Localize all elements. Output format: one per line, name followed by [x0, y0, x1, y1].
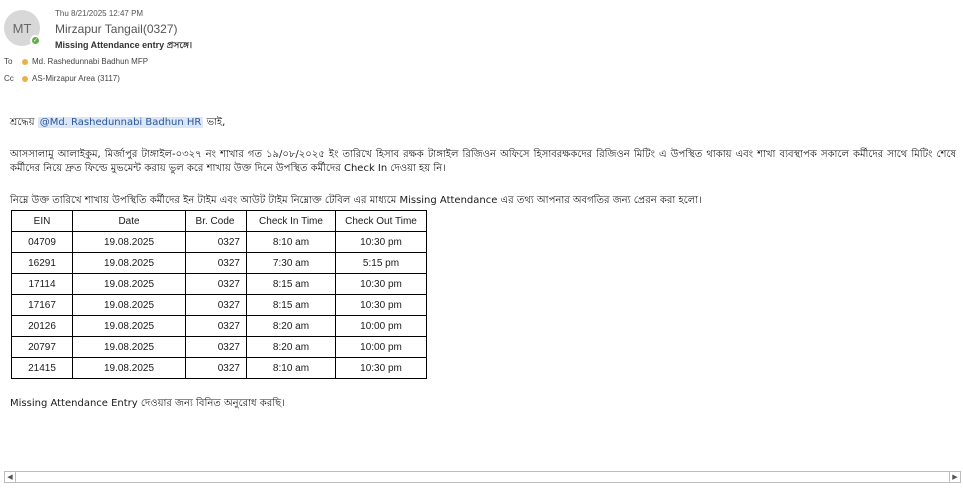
greeting	[10, 116, 958, 130]
to-recipient[interactable]: Md. Rashedunnabi Badhun MFP	[32, 57, 149, 66]
avatar[interactable]: MT	[4, 10, 40, 46]
table-row	[12, 253, 427, 274]
attendance-table	[11, 210, 427, 379]
cell-date: 19.08.2025	[73, 253, 186, 274]
closing-line: Missing Attendance Entry দেওয়ার জন্য বিনিত অনুরোধ করছি।	[10, 398, 285, 409]
cell-ein: 04709	[12, 232, 73, 253]
table-row	[12, 295, 427, 316]
table-row	[12, 358, 427, 379]
mention-link[interactable]: @Md. Rashedunnabi Badhun HR	[39, 117, 202, 128]
cell-check-out: 10:30 pm	[336, 295, 427, 316]
header-check-out: Check Out Time	[336, 211, 427, 232]
presence-check-icon: ✓	[30, 35, 41, 46]
email-header	[0, 0, 963, 96]
cc-label: Cc	[4, 74, 14, 83]
cell-check-in: 7:30 am	[247, 253, 336, 274]
email-body	[10, 116, 958, 206]
cell-check-out: 10:30 pm	[336, 358, 427, 379]
greeting-suffix: ভাই,	[206, 117, 226, 128]
table-row	[12, 316, 427, 337]
paragraph-1: আসসালামু আলাইকুম, মির্জাপুর টাঙ্গাইল-০৩২৭ নং শাখার গত ১৯/০৮/২০২৫ ইং তারিখে হিসাব রক্ষক টাঙ্গাইল রিজিওন অফিসে হিসাবরক্ষকদের রিজিওন মিটিং এ উপস্থিত থাকায় এবং শাখা ব্যবস্থাপক সকালে কর্মীদের সাথে মিটিং শেষে কর্মীদের নিয়ে দ্রুত ফিল্ডে মুভমেন্ট করায় ভুল করে শাখায় উক্ত দিনে উপস্থিত কর্মীদের Check In দেওয়া হয় নি।	[10, 149, 956, 174]
cell-br-code: 0327	[186, 337, 247, 358]
contact-dot-icon	[22, 59, 28, 65]
to-row	[4, 57, 148, 66]
paragraph-2: নিম্নে উক্ত তারিখে শাখায় উপস্থিতি কর্মীদের ইন টাইম এবং আউট টাইম নিম্নোক্ত টেবিল এর মাধ্যমে Missing Attendance এর তথ্য আপনার অবগতির জন্য প্রেরন করা হলো।	[10, 195, 702, 206]
cell-check-in: 8:20 am	[247, 337, 336, 358]
cell-ein: 17167	[12, 295, 73, 316]
chevron-left-icon[interactable]: ◀	[5, 472, 16, 482]
cell-br-code: 0327	[186, 358, 247, 379]
cell-br-code: 0327	[186, 295, 247, 316]
cell-check-out: 10:30 pm	[336, 274, 427, 295]
sender-name[interactable]: Mirzapur Tangail(0327)	[55, 22, 178, 36]
cell-check-out: 10:00 pm	[336, 316, 427, 337]
cell-date: 19.08.2025	[73, 337, 186, 358]
chevron-right-icon[interactable]: ▶	[949, 472, 960, 482]
header-br-code: Br. Code	[186, 211, 247, 232]
cell-check-in: 8:10 am	[247, 232, 336, 253]
cell-ein: 17114	[12, 274, 73, 295]
cell-date: 19.08.2025	[73, 295, 186, 316]
cell-check-out: 10:30 pm	[336, 232, 427, 253]
cell-check-out: 5:15 pm	[336, 253, 427, 274]
to-label: To	[4, 57, 13, 66]
table-row	[12, 274, 427, 295]
cc-recipient[interactable]: AS-Mirzapur Area (3117)	[32, 74, 120, 83]
cell-br-code: 0327	[186, 274, 247, 295]
cell-check-in: 8:15 am	[247, 295, 336, 316]
cell-date: 19.08.2025	[73, 274, 186, 295]
cc-row	[4, 74, 120, 83]
cell-date: 19.08.2025	[73, 316, 186, 337]
cell-ein: 20797	[12, 337, 73, 358]
cell-ein: 20126	[12, 316, 73, 337]
cell-check-in: 8:20 am	[247, 316, 336, 337]
header-ein: EIN	[12, 211, 73, 232]
cell-br-code: 0327	[186, 253, 247, 274]
table-row	[12, 232, 427, 253]
cell-ein: 21415	[12, 358, 73, 379]
cell-date: 19.08.2025	[73, 232, 186, 253]
cell-br-code: 0327	[186, 232, 247, 253]
cell-check-out: 10:00 pm	[336, 337, 427, 358]
cell-check-in: 8:10 am	[247, 358, 336, 379]
cell-date: 19.08.2025	[73, 358, 186, 379]
header-check-in: Check In Time	[247, 211, 336, 232]
timestamp: Thu 8/21/2025 12:47 PM	[55, 9, 144, 18]
table-row	[12, 337, 427, 358]
table-header-row	[12, 211, 427, 232]
subject: Missing Attendance entry প্রসঙ্গে।	[55, 40, 193, 50]
horizontal-scrollbar[interactable]	[4, 471, 961, 483]
cell-ein: 16291	[12, 253, 73, 274]
header-date: Date	[73, 211, 186, 232]
contact-dot-icon	[22, 76, 28, 82]
greeting-prefix: শ্রদ্ধেয়	[10, 117, 35, 128]
cell-br-code: 0327	[186, 316, 247, 337]
cell-check-in: 8:15 am	[247, 274, 336, 295]
